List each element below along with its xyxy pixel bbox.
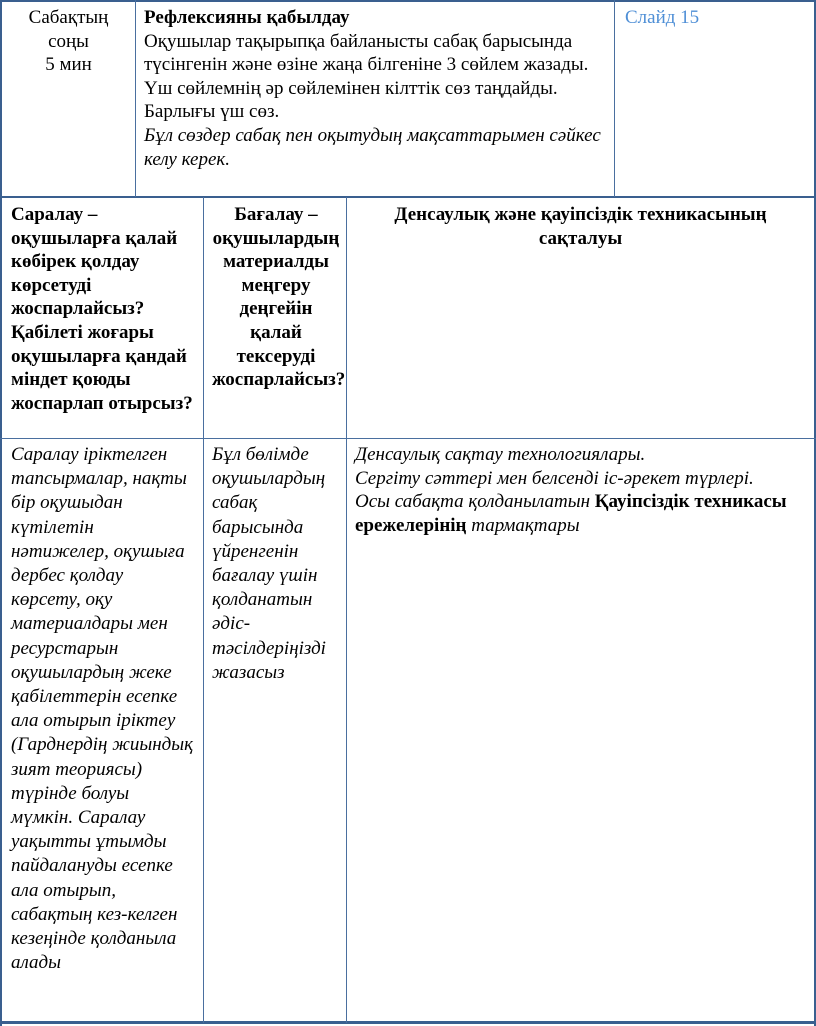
reflection-text-2: Үш сөйлемнің әр сөйлемінен кілттік сөз таңдайды. (144, 77, 558, 99)
time-label: Сабақтың соңы (28, 7, 109, 52)
differentiation-content (2, 439, 203, 1021)
time-value: 5 мин (45, 54, 92, 76)
health-line-3-part-b: Қауіпсіздік техникасы ережелерінің (355, 491, 787, 536)
assessment-content (204, 439, 346, 1021)
differentiation-header-text: Саралау – оқушыларға қалай көбірек қолдау көрсетуді жоспарлайсыз? Қабілеті жоғары оқушыларға қандай міндет қоюды жоспарлап отырсыз? (11, 204, 193, 414)
health-header (347, 198, 814, 438)
health-header-text: Денсаулық және қауіпсіздік техникасының сақталуы (394, 204, 767, 249)
health-content (347, 439, 814, 1021)
slide-label: Слайд 15 (625, 7, 700, 28)
reflection-text-1: Оқушылар тақырыпқа байланысты сабақ барысында түсінгенін және өзіне жаңа білгеніне 3 сөйлем жазады. (144, 30, 589, 76)
health-line-1: Денсаулық сақтау технологиялары. (355, 444, 646, 465)
reflection-text-4: Бұл сөздер сабақ пен оқытудың мақсаттарымен сәйкес келу керек. (144, 124, 601, 170)
health-line-3-part-c: тармақтары (471, 514, 580, 536)
health-line-3-part-a: Осы сабақта қолданылатын (355, 491, 590, 513)
assessment-content-text: Бұл бөлімде оқушылардың сабақ барысында үйренгенін бағалау үшін қолданатын әдіс-тәсілдеріңізді жазасыз (212, 444, 326, 683)
reflection-cell (136, 2, 614, 196)
assessment-header-text: Бағалау – оқушылардың материалды меңгеру деңгейін қалай тексеруді жоспарлайсыз? (212, 204, 346, 391)
slide-cell (615, 2, 814, 196)
health-line-2: Сергіту сәттері мен белсенді іс-әрекет түрлері. (355, 467, 754, 489)
reflection-title: Рефлексияны қабылдау (144, 7, 350, 28)
assessment-header (204, 198, 346, 438)
differentiation-content-text: Саралау іріктелген тапсырмалар, нақты бір оқушыдан күтілетін нәтижелер, оқушыға дербес қолдау көрсету, оқу материалдары мен ресурстарын оқушылардың жеке қабілеттерін есепке ала отырып іріктеу (Гарднердің жиындық зият теориясы) түрінде болуы мүмкін. Саралау уақытты ұтымды пайдалануды есепке ала отырып, сабақтың кез-келген кезеңінде қолданыла алады (11, 444, 194, 974)
health-line-3 (355, 490, 808, 537)
reflection-text-3: Барлығы үш сөз. (144, 101, 280, 123)
table-border-bottom (0, 1021, 816, 1024)
differentiation-header (2, 198, 203, 438)
time-cell (2, 2, 135, 196)
